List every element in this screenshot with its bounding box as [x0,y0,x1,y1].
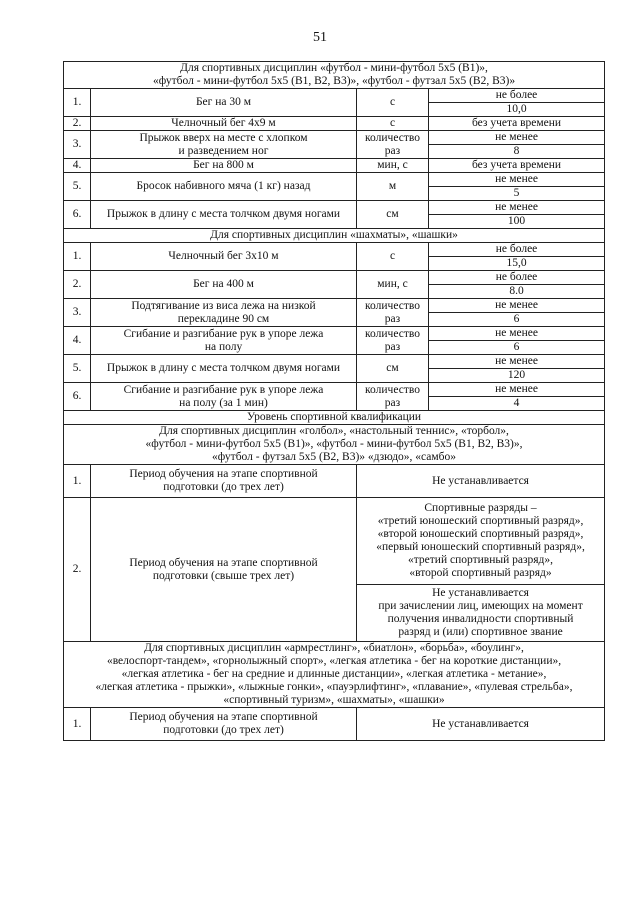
unit [357,201,429,229]
unit-line: раз [384,144,401,157]
unit-line: мин, с [377,159,408,171]
exercise-name-line: на полу (за 1 мин) [179,396,268,409]
page-number: 51 [313,30,327,45]
qualification-group-header-line: Для спортивных дисциплин «голбол», «настольный теннис», «торбол», [159,425,509,437]
exercise-name-line: Челночный бег 3x10 м [168,250,279,262]
table-row [64,89,605,103]
qualification-group-header-line: «футбол - футзал 5x5 (В2, В3)» «дзюдо», «самбо» [212,451,457,463]
row-number: 6. [64,201,91,229]
table-row [64,465,605,498]
requirement-value: 10,0 [429,103,605,117]
unit [357,117,429,131]
table-row [64,299,605,313]
exercise-name [91,299,357,327]
section-header [64,62,605,89]
unit [357,355,429,383]
unit-line: раз [384,340,401,353]
unit [357,327,429,355]
table-row [64,271,605,285]
table-row [64,131,605,145]
requirement-value: 15,0 [429,257,605,271]
sport-rank-line: «третий юношеский спортивный разряд», [377,515,584,527]
table-row [64,117,605,131]
requirement-value: 8.0 [429,285,605,299]
table-row [64,201,605,215]
row-number: 1. [64,465,91,498]
requirement-value: 120 [429,369,605,383]
unit-line: с [389,250,396,262]
rank-note [357,585,605,642]
requirement-label: не менее [429,355,605,369]
exercise-name [91,383,357,411]
rank-note-line: разряд и (или) спортивное звание [398,626,563,638]
exercise-name [91,117,357,131]
section-header-line: «футбол - мини-футбол 5x5 (В1, В2, В3)», «футбол - футзал 5x5 (В2, В3)» [152,75,516,87]
qualification-group-header [64,425,605,465]
qualification-group-header-line: «спортивный туризм», «шахматы», «шашки» [223,694,445,706]
unit-line: раз [384,312,401,325]
row-number: 5. [64,355,91,383]
row-number: 3. [64,131,91,159]
sport-rank-line: «второй спортивный разряд» [409,567,552,579]
requirement-value: 6 [429,341,605,355]
unit [357,131,429,159]
rank-note-line: получения инвалидности спортивный [387,613,574,625]
section-header [64,229,605,243]
requirement-label: не менее [429,299,605,313]
exercise-name [91,131,357,159]
exercise-name-line: Прыжок в длину с места толчком двумя ногами [106,208,341,220]
requirement-label: не менее [429,327,605,341]
unit [357,299,429,327]
section-header-row [64,229,605,243]
section-header-row [64,62,605,89]
row-number: 1. [64,89,91,117]
qualification-group-header-line: «футбол - мини-футбол 5x5 (В1)», «футбол - мини-футбол 5x5 (В1, В2, В3)», [145,438,523,450]
table-row [64,243,605,257]
qualification-group-header-line: «легкая атлетика - прыжки», «лыжные гонки», «пауэрлифтинг», «плавание», «пулевая стрельба», [95,681,573,693]
table-row [64,327,605,341]
requirement-value: 8 [429,145,605,159]
requirement-value: 4 [429,397,605,411]
unit-line: количество [365,327,420,340]
unit-line: количество [365,131,420,144]
qualification-title: Уровень спортивной квалификации [64,411,605,425]
rank-note-line: при зачислении лиц, имеющих на момент [378,600,583,612]
exercise-name [91,271,357,299]
row-number: 3. [64,299,91,327]
requirement-label: не более [429,89,605,103]
sport-rank-line: Спортивные разряды – [424,502,537,514]
exercise-name-line: на полу [204,340,243,353]
qualification-group-header-line: «велоспорт-тандем», «горнолыжный спорт», «легкая атлетика - бег на короткие дистанции», [106,655,562,667]
period-name-line: подготовки (свыше трех лет) [152,569,295,582]
requirement-label: не более [429,243,605,257]
unit-line: раз [384,396,401,409]
exercise-name [91,243,357,271]
exercise-name [91,355,357,383]
requirement-value: 5 [429,187,605,201]
exercise-name [91,201,357,229]
rank-note-line: Не устанавливается [432,587,529,599]
exercise-name-line: перекладине 90 см [177,312,270,325]
table-row [64,708,605,741]
period-name-line: подготовки (до трех лет) [163,481,284,493]
unit-line: м [388,180,397,192]
row-number: 1. [64,708,91,741]
qualification-group-header [64,642,605,708]
exercise-name-line: Прыжок в длину с места толчком двумя ногами [106,362,341,374]
qualification-group-header-line: Для спортивных дисциплин «армрестлинг», «биатлон», «борьба», «боулинг», [144,642,524,654]
period-name-line: Период обучения на этапе спортивной [129,468,318,480]
table-row [64,383,605,397]
exercise-name-line: Бросок набивного мяча (1 кг) назад [136,180,311,192]
exercise-name [91,327,357,355]
requirement-label: не более [429,271,605,285]
unit [357,271,429,299]
table-row [64,498,605,585]
sport-rank-line: «второй юношеский спортивный разряд», [377,528,584,540]
exercise-name-line: Сгибание и разгибание рук в упоре лежа [123,327,324,340]
exercise-name [91,173,357,201]
exercise-name-line: Бег на 800 м [193,159,254,171]
exercise-name [91,89,357,117]
unit [357,173,429,201]
table-row [64,173,605,187]
period-name-line: Период обучения на этапе спортивной [129,711,318,723]
row-number: 4. [64,327,91,355]
qualification-value: Не устанавливается [357,465,605,498]
unit-line: количество [365,383,420,396]
exercise-name-line: Челночный бег 4x9 м [171,117,276,129]
qualification-title-row [64,411,605,425]
requirement-label: не менее [429,173,605,187]
exercise-name-line: Бег на 30 м [195,96,252,108]
row-number: 4. [64,159,91,173]
period-name-line: подготовки (до трех лет) [163,724,284,736]
row-number: 1. [64,243,91,271]
requirement-label: не менее [429,131,605,145]
period-name [91,465,357,498]
qualification-value: Не устанавливается [357,708,605,741]
row-number: 2. [64,117,91,131]
unit [357,243,429,271]
qualification-group-header-row [64,425,605,465]
exercise-name-line: Сгибание и разгибание рук в упоре лежа [123,383,324,396]
requirement-label: не менее [429,201,605,215]
requirement-label: без учета времени [429,159,605,173]
section-header-line: Для спортивных дисциплин «шахматы», «шашки» [210,229,458,241]
unit-line: с [389,96,396,108]
row-number: 2. [64,498,91,642]
exercise-name [91,159,357,173]
exercise-name-line: Прыжок вверх на месте с хлопком [139,131,308,144]
unit [357,159,429,173]
sport-rank-line: «первый юношеский спортивный разряд», [376,541,585,553]
exercise-name-line: и разведением ног [178,144,269,157]
exercise-name-line: Подтягивание из виса лежа на низкой [131,299,316,312]
section-header-line: Для спортивных дисциплин «футбол - мини-футбол 5x5 (В1)», [180,62,488,74]
requirement-label: без учета времени [429,117,605,131]
row-number: 2. [64,271,91,299]
table-row [64,355,605,369]
period-name-line: Период обучения на этапе спортивной [129,556,318,569]
requirement-label: не менее [429,383,605,397]
row-number: 5. [64,173,91,201]
unit-line: см [386,362,399,374]
period-name [91,708,357,741]
row-number: 6. [64,383,91,411]
qualification-group-header-line: «легкая атлетика - бег на средние и длинные дистанции», «легкая атлетика - метание», [121,668,547,680]
exercise-name-line: Бег на 400 м [193,278,254,290]
unit [357,383,429,411]
standards-table [63,61,605,741]
requirement-value: 100 [429,215,605,229]
qualification-group-header-row [64,642,605,708]
unit-line: см [386,208,399,220]
table-row [64,159,605,173]
requirement-value: 6 [429,313,605,327]
unit [357,89,429,117]
period-name [91,498,357,642]
unit-line: количество [365,299,420,312]
unit-line: с [389,117,396,129]
unit-line: мин, с [377,278,408,290]
sport-ranks [357,498,605,585]
sport-rank-line: «третий спортивный разряд», [408,554,554,566]
